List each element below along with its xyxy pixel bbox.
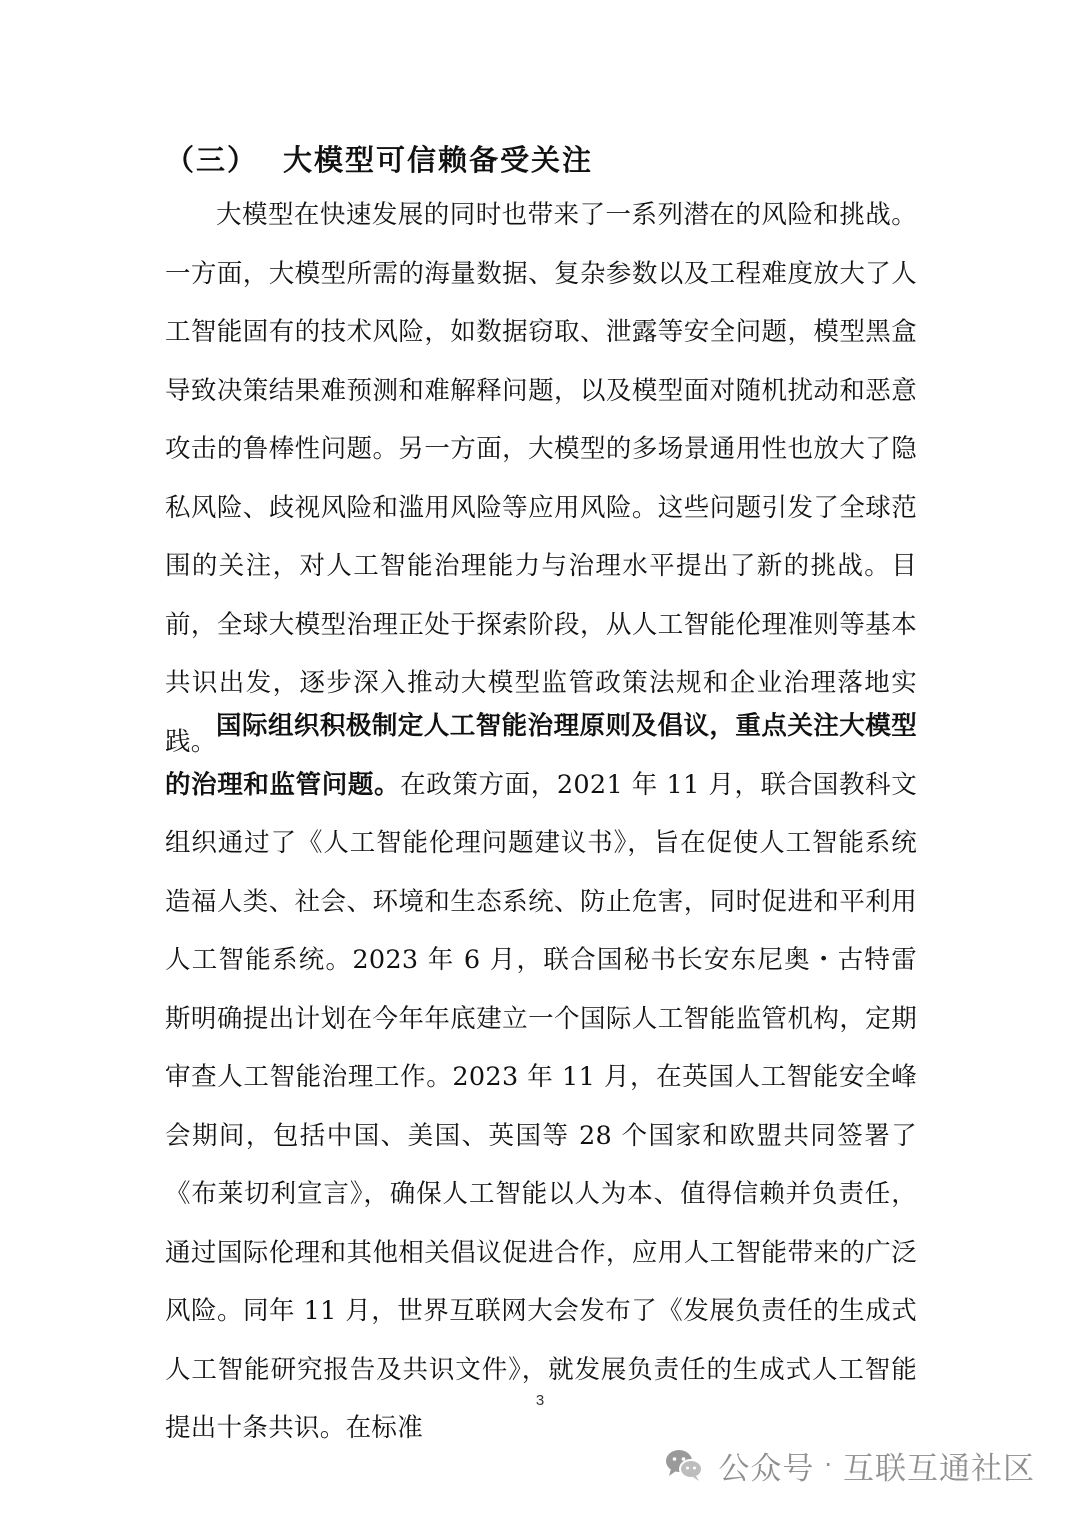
paragraph-body: 在政策方面，2021 年 11 月，联合国教科文组织通过了《人工智能伦理问题建议书》，旨在促使人工智能系统造福人类、社会、环境和生态系统、防止危害，同时促进和平利用人工智能系统。2023 年 6 月，联合国秘书长安东尼奥・古特雷斯明确提出计划在今年年底建立一个国际人工智能监管机构，定期审查人工智能治理工作。2023 年 11 月，在英国人工智能安全峰会期间，包括中国、美国、英国等 28 个国家和欧盟共同签署了《布莱切利宣言》，确保人工智能以人为本、值得信赖并负责任，通过国际伦理和其他相关倡议促进合作，应用人工智能带来的广泛风险。同年 11 月，世界互联网大会发布了《发展负责任的生成式人工智能研究报告及共识文件》，就发展负责任的生成式人工智能提出十条共识。在标准 [165,769,917,1443]
section-title: 大模型可信赖备受关注 [283,143,594,177]
watermark [664,1440,1035,1490]
wechat-icon [664,1447,704,1483]
paragraph-international [165,697,917,1458]
watermark-account: 互联互通社区 [843,1450,1035,1487]
paragraph-lead-bold: 国际组织积极制定人工智能治理原则及倡议，重点关注大模型的治理和监管问题。 [165,711,917,800]
watermark-separator: · [824,1451,833,1479]
section-heading [165,138,925,179]
paragraph-risks: 大模型在快速发展的同时也带来了一系列潜在的风险和挑战。一方面，大模型所需的海量数据、复杂参数以及工程难度放大了人工智能固有的技术风险，如数据窃取、泄露等安全问题，模型黑盒导致决策结果难预测和难解释问题，以及模型面对随机扰动和恶意攻击的鲁棒性问题。另一方面，大模型的多场景通用性也放大了隐私风险、歧视风险和滥用风险等应用风险。这些问题引发了全球范围的关注，对人工智能治理能力与治理水平提出了新的挑战。目前，全球大模型治理正处于探索阶段，从人工智能伦理准则等基本共识出发，逐步深入推动大模型监管政策法规和企业治理落地实践。 [165,200,917,757]
page-number: 3 [535,1392,545,1409]
section-number: （三） [165,143,259,177]
watermark-label: 公众号 [718,1450,815,1487]
